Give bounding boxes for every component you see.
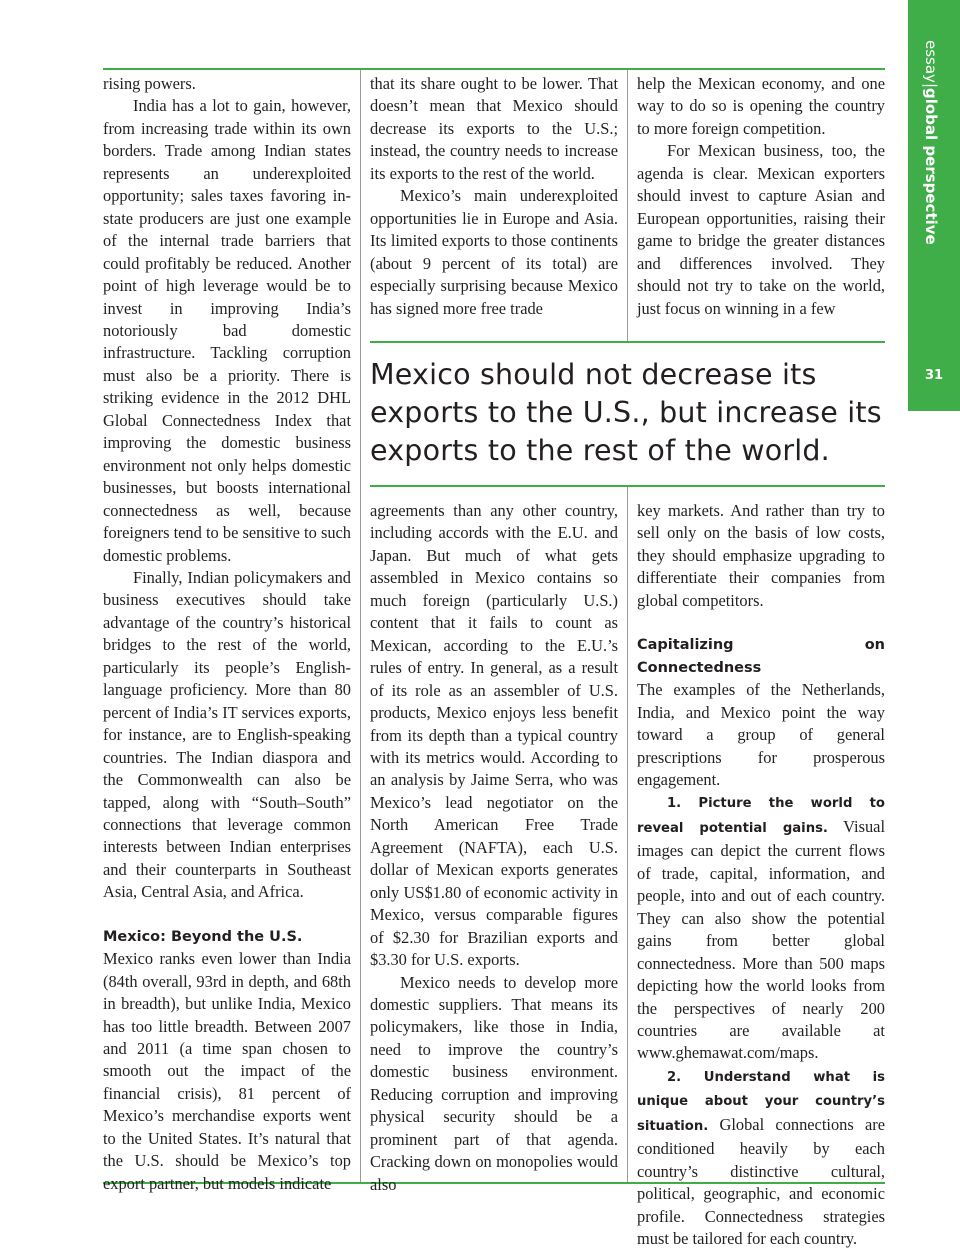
prescription-1: [637, 791, 885, 1064]
column-divider-1: [360, 70, 361, 1182]
col3-bottom-paragraph-1: key markets. And rather than try to sell only on the basis of low costs, they should emphasize upgrading to differentiate their companies from global competitors.: [637, 501, 885, 610]
capitalizing-section-heading: Capitalizing on Connectedness: [637, 637, 885, 676]
col1-paragraph-2: India has a lot to gain, however, from increasing trade within its own borders. Trade among Indian states represents an underexploited opportunity; sales taxes favoring in-state producers are just one example of the internal trade barriers that could profitably be reduced. Another point of high leverage would be to invest in improving India’s notoriously bad domestic infrastructure. Tackling corruption must also be a priority. There is striking evidence in the 2012 DHL Global Connectedness Index that improving the domestic business environment not only helps domestic businesses, but boosts international connectedness as well, because foreigners tend to be sensitive to such domestic problems.: [103, 96, 351, 565]
col3-top-paragraph-1: help the Mexican economy, and one way to do so is opening the country to more foreign competition.: [637, 74, 885, 138]
top-rule: [103, 68, 885, 70]
mexico-section-heading: Mexico: Beyond the U.S.: [103, 928, 303, 945]
pull-quote: Mexico should not decrease its exports to the U.S., but increase its exports to the rest of the world.: [370, 358, 882, 467]
col3-top-paragraph-2: For Mexican business, too, the agenda is clear. Mexican exporters should invest to capture Asian and European opportunities, raising their game to bridge the greater distances and differences involved. They should not try to take on the world, just focus on winning in a few: [637, 141, 885, 318]
section-label-separator: |: [922, 82, 940, 88]
column-3-top: [637, 73, 885, 320]
col2-bottom-paragraph-1: agreements than any other country, including accords with the E.U. and Japan. But much of what gets assembled in Mexico contains so much foreign (particularly U.S.) content that it fails to count as Mexican, according to the E.U.’s rules of entry. In general, as a result of its role as an assembler of U.S. products, Mexico enjoys less benefit from its depth than a typical country with its metrics would. According to an analysis by Jaime Serra, who was Mexico’s lead negotiator on the North American Free Trade Agreement (NAFTA), each U.S. dollar of Mexican exports generates only US$1.80 of economic activity in Mexico, versus comparable figures of $2.30 for Brazilian exports and $3.30 for U.S. exports.: [370, 501, 618, 970]
col2-top-paragraph-1: that its share ought to be lower. That doesn’t mean that Mexico should decrease its exports to the U.S.; instead, the country needs to increase its exports to the rest of the world.: [370, 74, 618, 183]
column-divider-2-bottom: [627, 487, 628, 1182]
column-1: [103, 73, 351, 1195]
section-label: [922, 40, 940, 245]
prescription-2-lead: 2. Understand what is unique about your country’s situation.: [637, 1069, 885, 1134]
section-label-global-perspective: global perspective: [922, 88, 940, 245]
prescription-2: [637, 1065, 885, 1251]
col2-bottom-paragraph-2: Mexico needs to develop more domestic suppliers. That means its policymakers, like those in India, need to improve the country’s domestic business environment. Reducing corruption and improving physical security should be a prominent part of that agenda. Cracking down on monopolies would also: [370, 972, 618, 1194]
col1-paragraph-4: Mexico ranks even lower than India (84th overall, 93rd in depth, and 68th in breadth), but unlike India, Mexico has too little breadth. Between 2007 and 2011 (a time span chosen to smooth out the impact of the financial crisis), 81 percent of Mexico’s merchandise exports went to the United States. It’s natural that the U.S. should be Mexico’s top export partner, but models indicate: [103, 949, 351, 1193]
col2-top-paragraph-2: Mexico’s main underexploited opportunities lie in Europe and Asia. Its limited exports to those continents (about 9 percent of its total) are especially surprising because Mexico has signed more free trade: [370, 186, 618, 318]
column-2-top: [370, 73, 618, 320]
prescription-1-lead: 1. Picture the world to reveal potential gains.: [637, 796, 885, 836]
col1-paragraph-1: rising powers.: [103, 74, 196, 93]
section-tab: [908, 0, 960, 411]
section-label-essay: essay: [922, 40, 940, 83]
column-2-bottom: [370, 500, 618, 1196]
pull-quote-top-rule: [370, 341, 885, 343]
col3-bottom-paragraph-2: The examples of the Netherlands, India, and Mexico point the way toward a group of general prescriptions for prosperous engagement.: [637, 680, 885, 789]
column-3-bottom: [637, 500, 885, 1251]
column-divider-2-top: [627, 70, 628, 341]
prescription-2-body: Global connections are conditioned heavily by each country’s distinctive cultural, political, geographic, and economic profile. Connectedness strategies must be tailored for each country.: [637, 1114, 885, 1249]
prescription-1-body: Visual images can depict the current flows of trade, capital, information, and people, into and out of each country. They can also show the potential gains from better global connectedness. More than 500 maps depicting how the world looks from the perspectives of nearly 200 countries are available at www.ghemawat.com/maps.: [637, 816, 885, 1063]
page-number: 31: [924, 368, 944, 383]
col1-paragraph-3: Finally, Indian policymakers and business executives should take advantage of the country’s historical bridges to the rest of the world, particularly its people’s English-language proficiency. More than 80 percent of India’s IT services exports, for instance, are to English-speaking countries. The Indian diaspora and the Commonwealth can also be tapped, along with “South–South” connections that leverage common interests between Indian enterprises and their counterparts in Southeast Asia, Central Asia, and Africa.: [103, 567, 351, 902]
